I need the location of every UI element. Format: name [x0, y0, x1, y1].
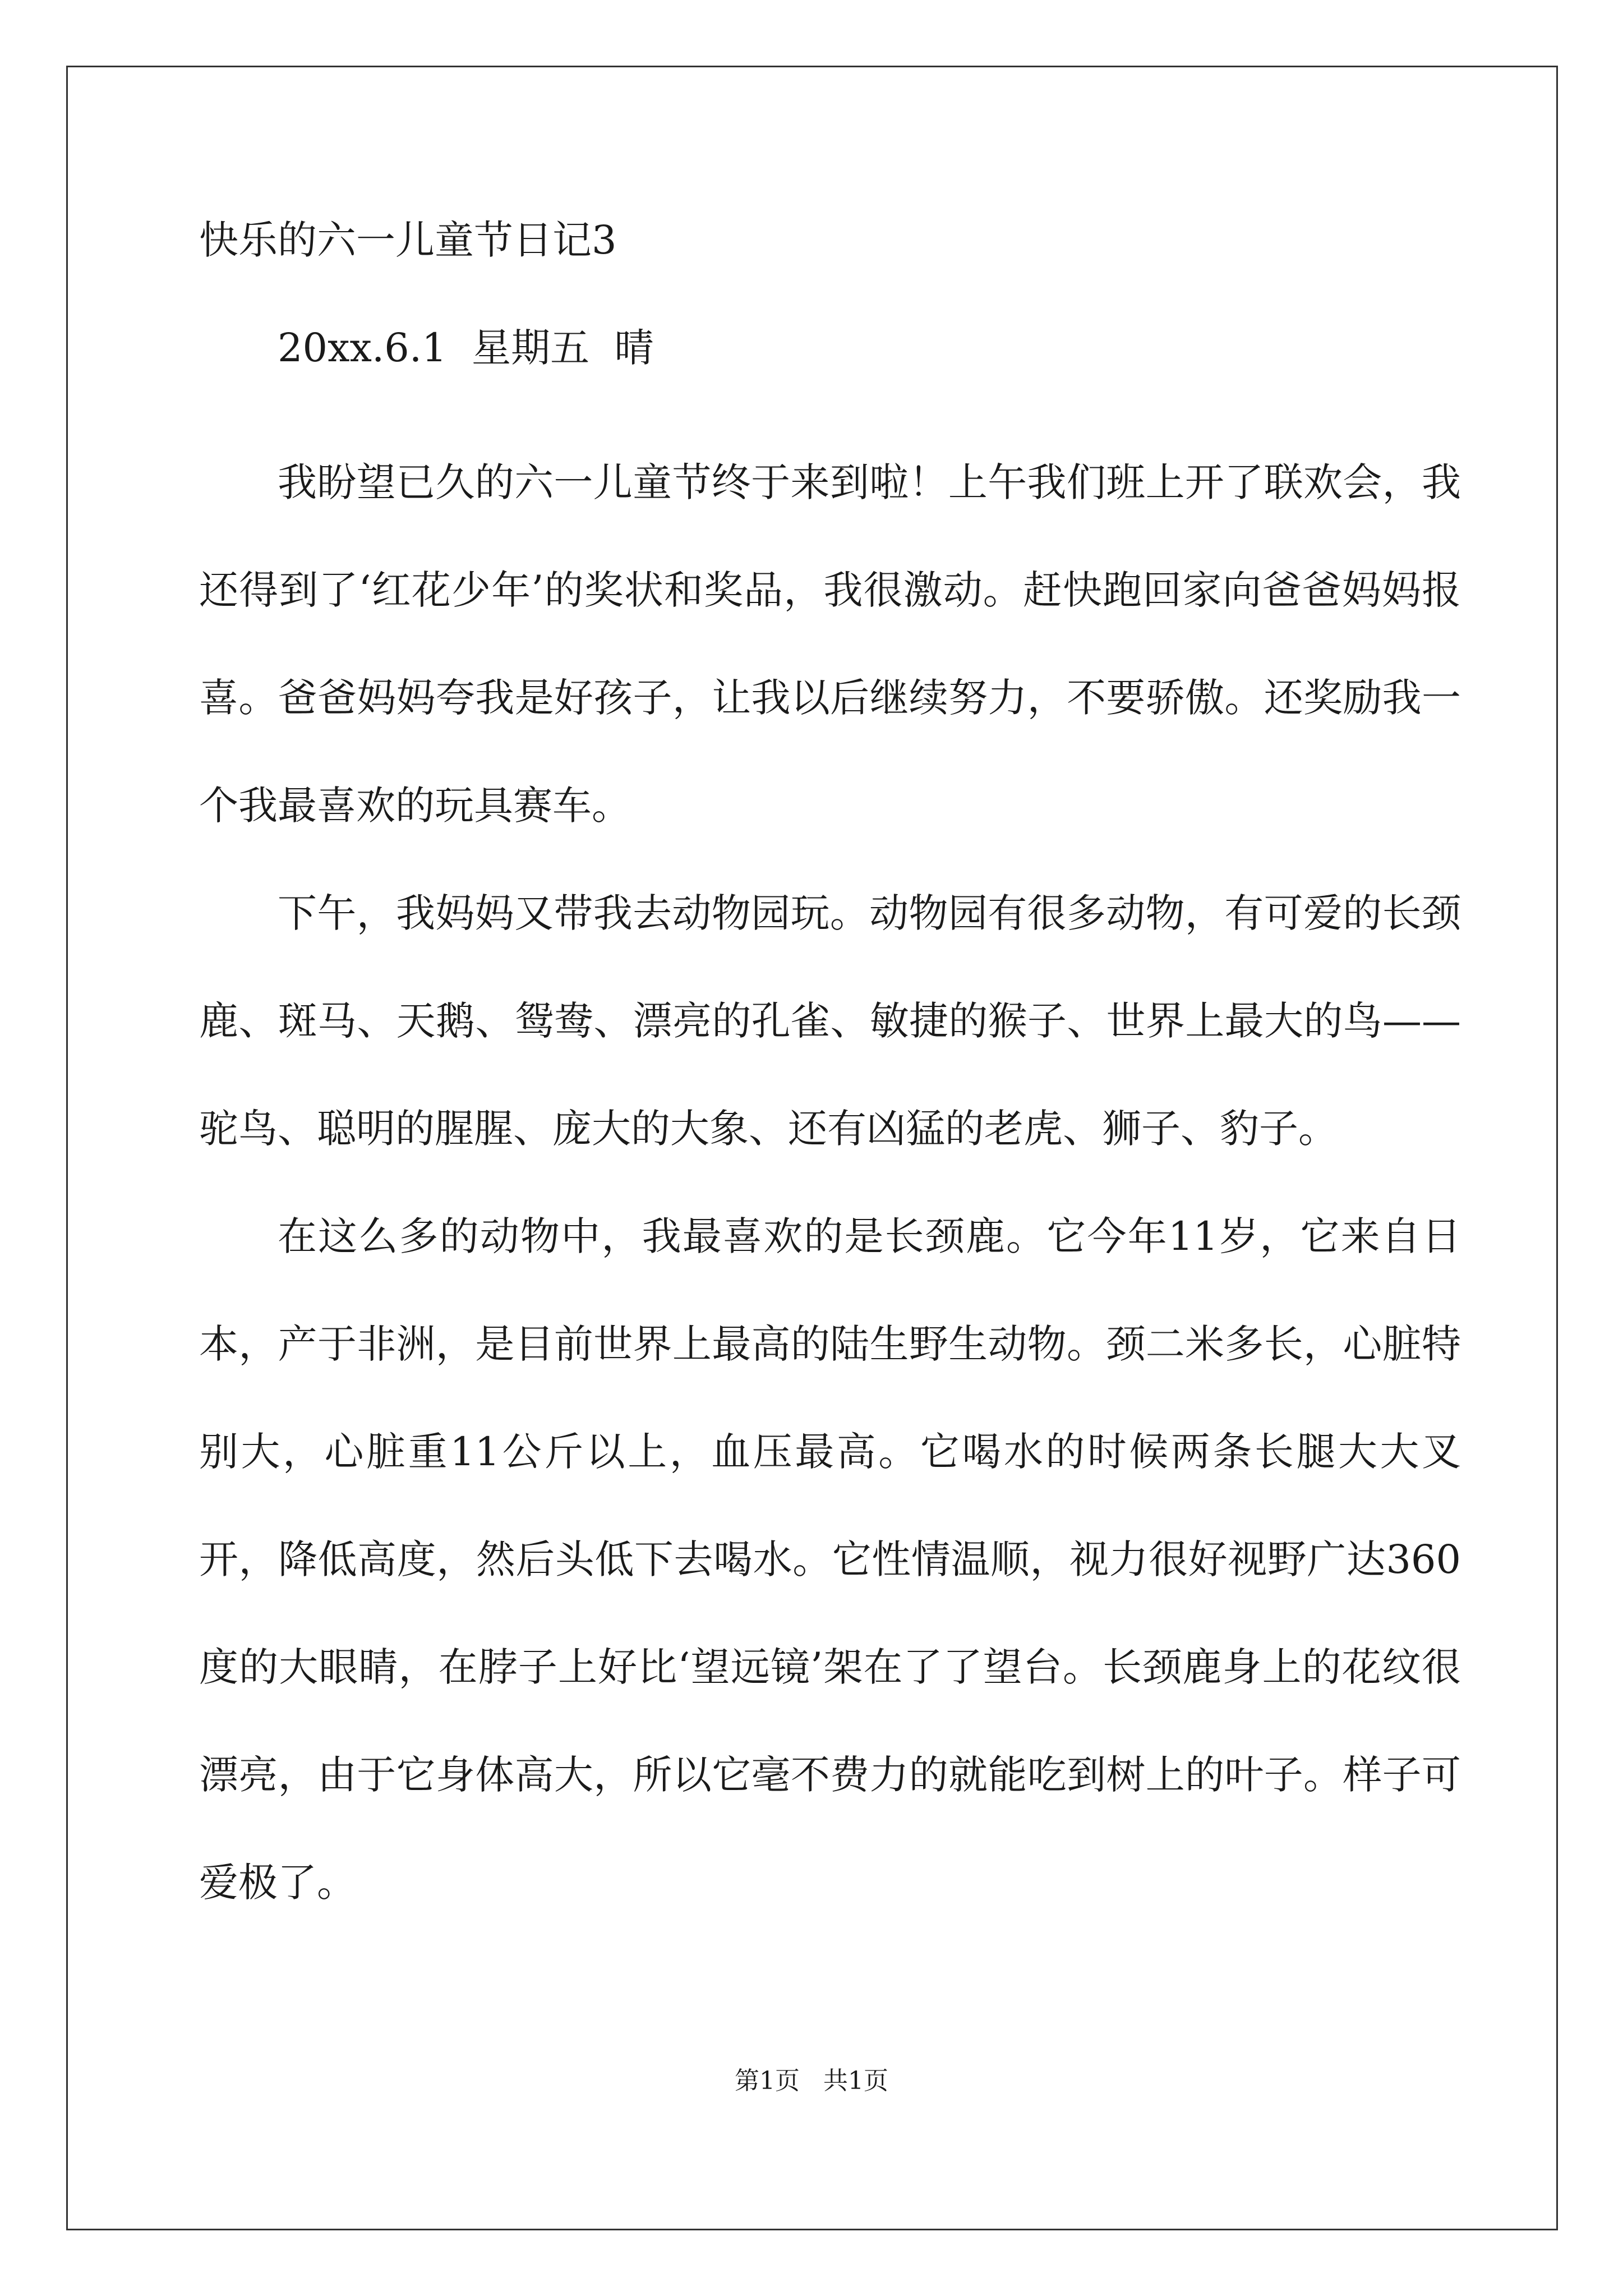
- paragraph-1: 我盼望已久的六一儿童节终于来到啦！上午我们班上开了联欢会，我还得到了‘红花少年’的奖状和奖品，我很激动。赶快跑回家向爸爸妈妈报喜。爸爸妈妈夸我是好孩子，让我以后继续努力，不要骄傲。还奖励我一个我最喜欢的玩具赛车。: [199, 459, 1461, 829]
- paragraph-2: 下午，我妈妈又带我去动物园玩。动物园有很多动物，有可爱的长颈鹿、斑马、天鹅、鸳鸯、漂亮的孔雀、敏捷的猴子、世界上最大的鸟——驼鸟、聪明的腥腥、庞大的大象、还有凶猛的老虎、狮子、豹子。: [199, 890, 1461, 1152]
- paragraph-3: 在这么多的动物中，我最喜欢的是长颈鹿。它今年11岁，它来自日本，产于非洲，是目前世界上最高的陆生野生动物。颈二米多长，心脏特别大，心脏重11公斤以上，血压最高。它喝水的时候两条长腿大大叉开，降低高度，然后头低下去喝水。它性情温顺，视力很好视野广达360度的大眼睛，在脖子上好比‘望远镜’架在了了望台。长颈鹿身上的花纹很漂亮，由于它身体高大，所以它毫不费力的就能吃到树上的叶子。样子可爱极了。: [199, 1213, 1461, 1906]
- page-number-footer: 第1页 共1页: [735, 2067, 888, 2095]
- document-title: 快乐的六一儿童节日记3: [199, 217, 617, 263]
- diary-date-line: 20xx.6.1 星期五 晴: [278, 325, 654, 371]
- document-body: [199, 213, 1461, 1936]
